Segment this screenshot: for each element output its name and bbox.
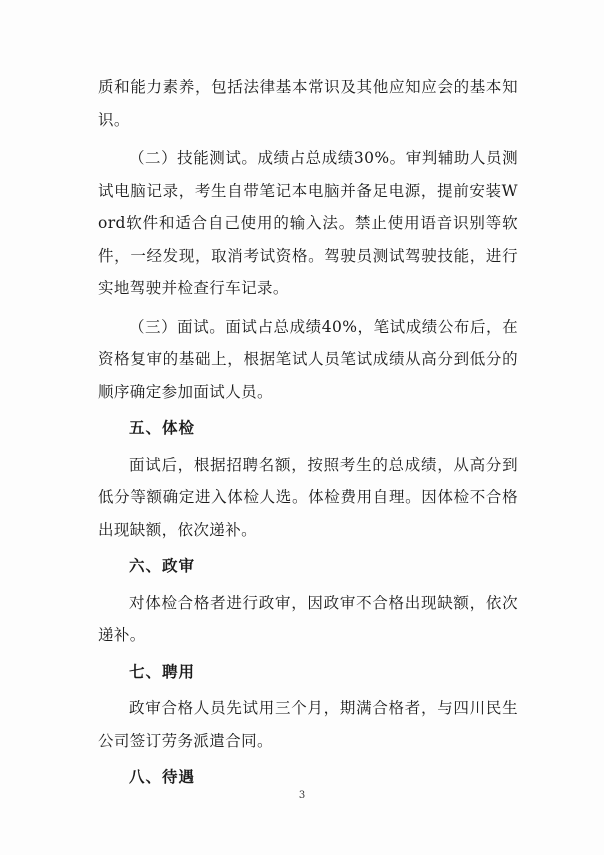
paragraph-interview: （三）面试。面试占总成绩40%，笔试成绩公布后，在资格复审的基础上，根据笔试人员笔试成绩从高分到低分的顺序确定参加面试人员。 (98, 317, 518, 401)
paragraph-physical-exam: 面试后，根据招聘名额，按照考生的总成绩，从高分到低分等额确定进入体检人选。体检费用自理。因体检不合格出现缺额，依次递补。 (98, 455, 518, 539)
page-number: 3 (298, 790, 306, 801)
heading-political-review: 六、政审 (129, 557, 196, 575)
paragraph-skill-test: （二）技能测试。成绩占总成绩30%。审判辅助人员测试电脑记录，考生自带笔记本电脑并备足电源，提前安装Word软件和适合自己使用的输入法。禁止使用语音识别等软件，一经发现，取消考试资格。驾驶员测试驾驶技能，进行实地驾驶并检查行车记录。 (98, 149, 518, 297)
paragraph-knowledge-scope: 质和能力素养，包括法律基本常识及其他应知应会的基本知识。 (98, 78, 518, 129)
document-body (98, 71, 518, 798)
heading-employment: 七、聘用 (129, 662, 196, 681)
heading-compensation: 八、待遇 (129, 768, 196, 786)
paragraph-employment: 政审合格人员先试用三个月，期满合格者，与四川民生公司签订劳务派遣合同。 (98, 699, 518, 750)
heading-physical-exam: 五、体检 (129, 419, 196, 437)
paragraph-political-review: 对体检合格者进行政审，因政审不合格出现缺额，依次递补。 (98, 593, 518, 644)
